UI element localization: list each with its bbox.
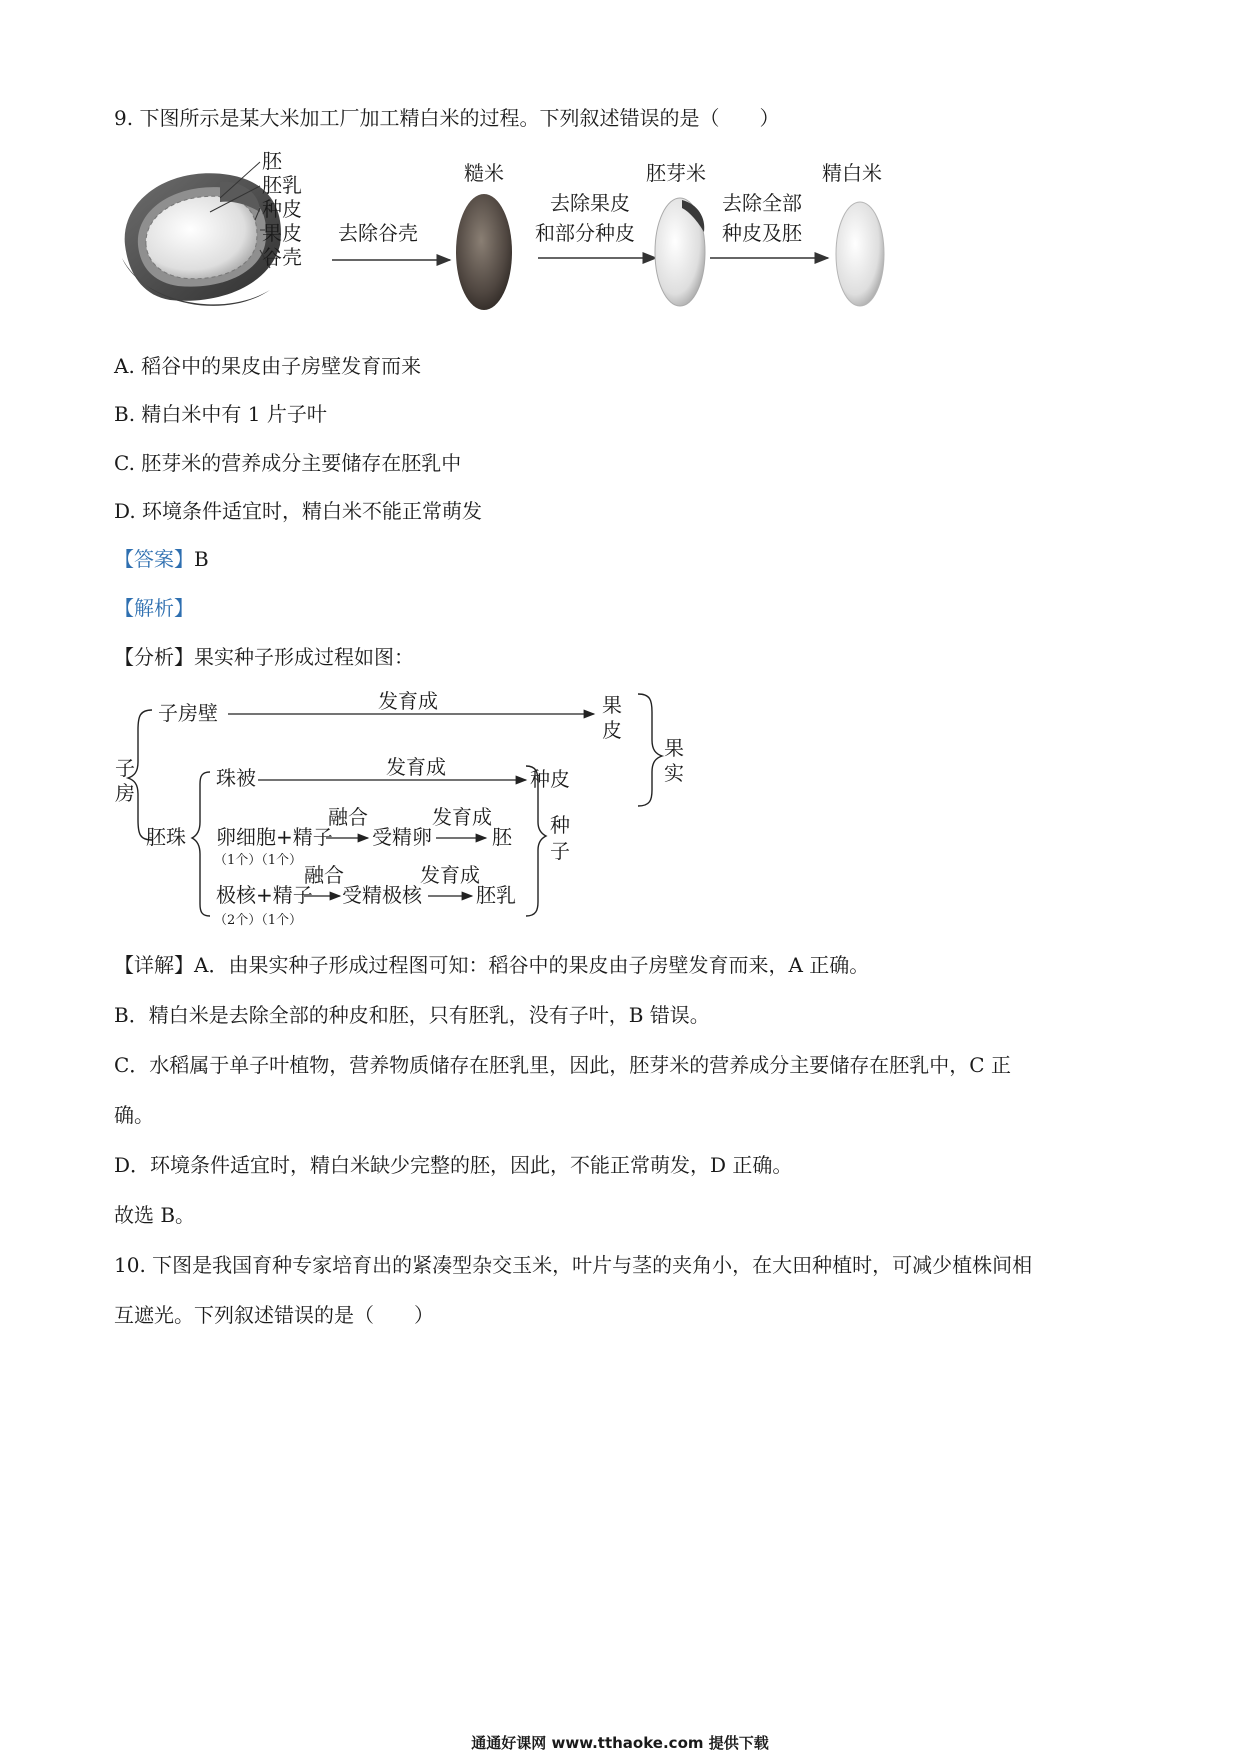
develop-2: 发育成 — [386, 755, 446, 779]
zygote: 受精卵 — [372, 825, 432, 849]
ovary-1: 子 — [115, 756, 135, 780]
brown-rice-grain — [456, 194, 512, 310]
detail-d: D．环境条件适宜时，精白米缺少完整的胚，因此，不能正常萌发，D 正确。 — [114, 1153, 793, 1177]
endosperm: 胚乳 — [476, 883, 516, 907]
develop-3: 发育成 — [432, 805, 492, 829]
integument: 珠被 — [216, 766, 256, 790]
q10-stem-2: 互遮光。下列叙述错误的是（ ） — [114, 1303, 434, 1327]
detail-c-cont: 确。 — [114, 1103, 154, 1127]
egg-sperm: 卵细胞+精子 — [216, 825, 333, 849]
fruit-2: 实 — [664, 761, 684, 785]
ovary-2: 房 — [115, 781, 135, 805]
polar-sperm: 极核+精子 — [216, 883, 313, 907]
detail-conclusion: 故选 B。 — [114, 1203, 196, 1227]
step-remove-pericarp-1: 去除果皮 — [550, 191, 630, 215]
q9-analysis-label: 【解析】 — [114, 596, 194, 620]
detail-b: B．精白米是去除全部的种皮和胚，只有胚乳，没有子叶，B 错误。 — [114, 1003, 710, 1027]
fuse-2: 融合 — [304, 863, 344, 887]
rice-grain-diagram — [122, 162, 281, 306]
polished-rice-grain — [836, 202, 884, 306]
develop-4: 发育成 — [420, 863, 480, 887]
fruit-formation-diagram — [110, 680, 710, 940]
polar-count: （2个）（1个） — [214, 913, 303, 928]
answer-value: B — [194, 547, 209, 571]
seed-1: 种 — [550, 813, 570, 837]
rice-processing-figure — [110, 150, 950, 325]
develop-1: 发育成 — [378, 689, 438, 713]
stage-polished-rice: 精白米 — [822, 161, 882, 185]
ovule: 胚珠 — [146, 825, 186, 849]
stage-germ-rice: 胚芽米 — [646, 161, 706, 185]
egg-count: （1个）（1个） — [214, 853, 303, 868]
q9-stem: 9. 下图所示是某大米加工厂加工精白米的过程。下列叙述错误的是（ ） — [114, 106, 780, 130]
label-seed-coat: 种皮 — [262, 197, 302, 221]
label-husk: 谷壳 — [262, 245, 302, 269]
pericarp-1: 果 — [602, 693, 622, 717]
label-embryo: 胚 — [262, 150, 282, 173]
label-pericarp: 果皮 — [262, 221, 302, 245]
fuse-1: 融合 — [328, 805, 368, 829]
pericarp-2: 皮 — [602, 718, 622, 742]
fruit-1: 果 — [664, 736, 684, 760]
embryo: 胚 — [492, 825, 512, 849]
q9-option-b: B. 精白米中有 1 片子叶 — [114, 402, 327, 426]
stage-brown-rice: 糙米 — [464, 161, 504, 185]
detail-a: 【详解】A．由果实种子形成过程图可知：稻谷中的果皮由子房壁发育而来，A 正确。 — [114, 953, 870, 977]
step-remove-husk: 去除谷壳 — [338, 221, 418, 245]
step-remove-all-2: 种皮及胚 — [722, 221, 802, 245]
fertilized-polar: 受精极核 — [342, 883, 422, 907]
step-remove-pericarp-2: 和部分种皮 — [535, 221, 635, 245]
label-endosperm: 胚乳 — [262, 173, 302, 197]
step-remove-all-1: 去除全部 — [722, 191, 802, 215]
seed-2: 子 — [550, 839, 570, 863]
q9-answer — [114, 549, 209, 569]
q9-option-c: C. 胚芽米的营养成分主要储存在胚乳中 — [114, 451, 462, 475]
q9-analysis-intro: 【分析】果实种子形成过程如图： — [114, 645, 414, 669]
q10-stem-1: 10. 下图是我国育种专家培育出的紧凑型杂交玉米，叶片与茎的夹角小，在大田种植时，可减少植株间相 — [114, 1253, 1033, 1277]
detail-c: C．水稻属于单子叶植物，营养物质储存在胚乳里，因此，胚芽米的营养成分主要储存在胚乳中，C 正 — [114, 1053, 1011, 1077]
answer-label: 【答案】 — [114, 547, 194, 571]
page-footer: 通通好课网 www.tthaoke.com 提供下载 — [471, 1734, 769, 1752]
ovary-wall: 子房壁 — [158, 701, 218, 725]
q9-option-a: A. 稻谷中的果皮由子房壁发育而来 — [114, 354, 422, 378]
q9-option-d: D. 环境条件适宜时，精白米不能正常萌发 — [114, 499, 483, 523]
seed-coat: 种皮 — [530, 767, 570, 791]
